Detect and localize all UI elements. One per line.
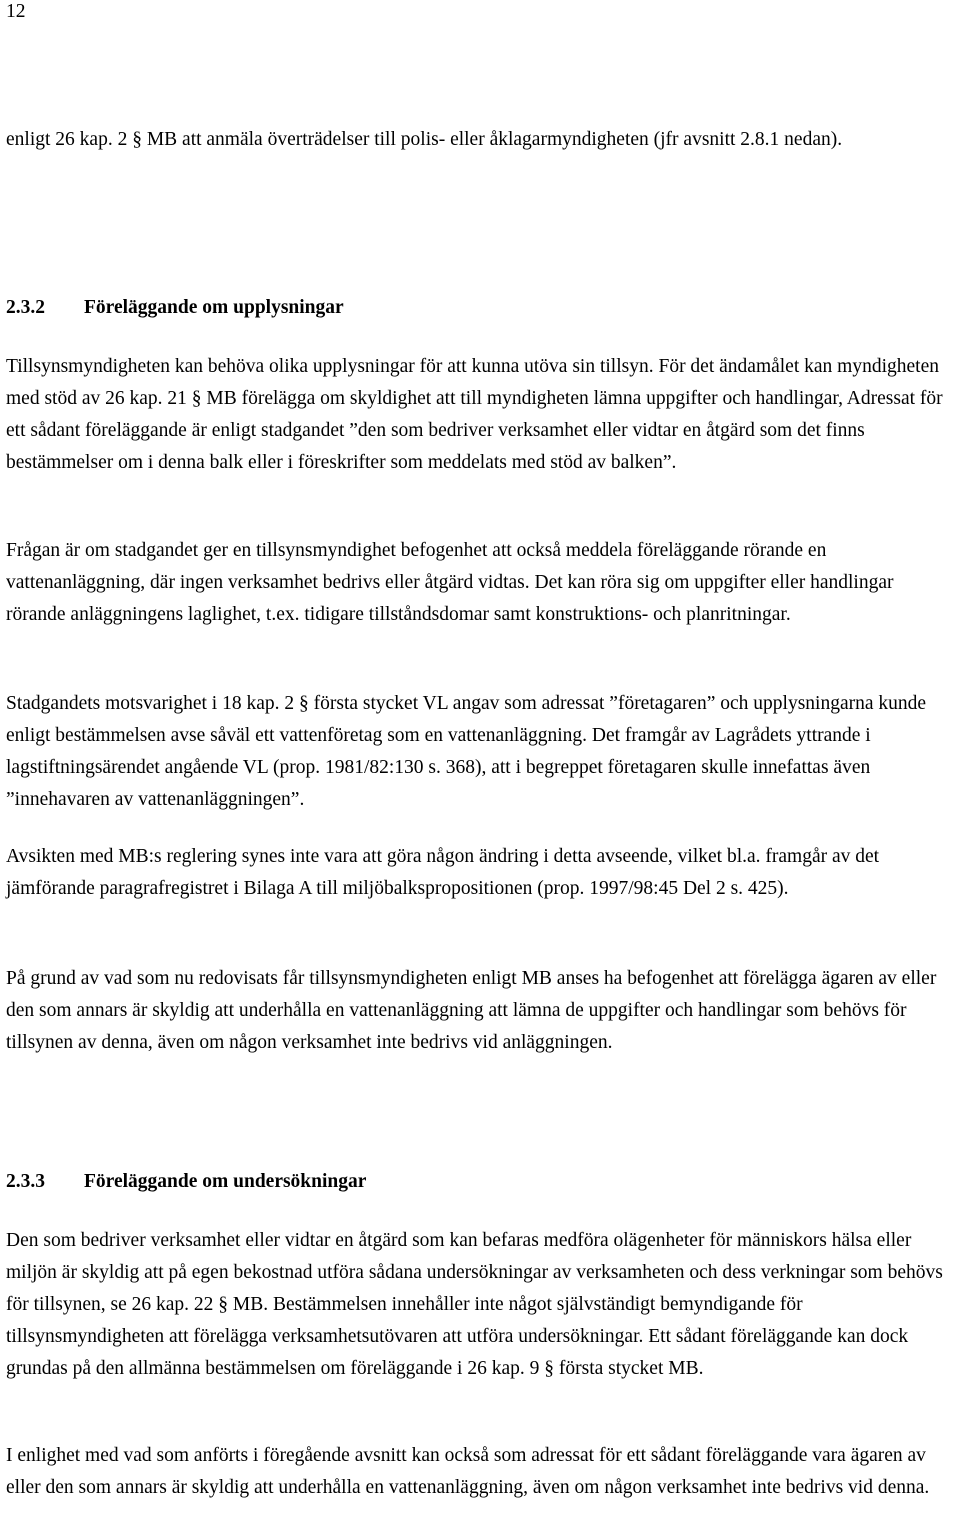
paragraph: Den som bedriver verksamhet eller vidtar en åtgärd som kan befaras medföra olägenheter för människors hälsa eller miljön är skyldig att på egen bekostnad utföra sådana undersökningar av verksamheten och dess verkningar som behövs för tillsynen, se 26 kap. 22 § MB. Bestämmelsen innehåller inte något självständigt bemyndigande för tillsynsmyndigheten att förelägga verksamhetsutövaren att utföra undersökningar. Ett sådant föreläggande kan dock grundas på den allmänna bestämmelsen om föreläggande i 26 kap. 9 § första stycket MB. (6, 1230, 943, 1379)
section-title: Föreläggande om undersökningar (84, 1171, 367, 1192)
section-number: 2.3.2 (6, 297, 45, 318)
paragraph: Tillsynsmyndigheten kan behöva olika upplysningar för att kunna utöva sin tillsyn. För det ändamålet kan myndigheten med stöd av 26 kap. 21 § MB förelägga om skyldighet att till myndigheten lämna uppgifter och handlingar, Adressat för ett sådant föreläggande är enligt stadgandet ”den som bedriver verksamhet eller vidtar en åtgärd som det finns bestämmelser om i denna balk eller i föreskrifter som meddelats med stöd av balken”. (6, 356, 943, 473)
paragraph: I enlighet med vad som anförts i föregående avsnitt kan också som adressat för ett sådant föreläggande vara ägaren av eller den som annars är skyldig att underhålla en vattenanläggning, även om någon verksamhet inte bedrivs vid denna. (6, 1445, 930, 1498)
page-number: 12 (6, 1, 26, 22)
paragraph: enligt 26 kap. 2 § MB att anmäla överträdelser till polis- eller åklagarmyndigheten (jfr avsnitt 2.8.1 nedan). (6, 129, 843, 150)
section-title: Föreläggande om upplysningar (84, 297, 344, 318)
paragraph: På grund av vad som nu redovisats får tillsynsmyndigheten enligt MB anses ha befogenhet att förelägga ägaren av eller den som annars är skyldig att underhålla en vattenanläggning att lämna de uppgifter och handlingar som behövs för tillsynen av denna, även om någon verksamhet inte bedrivs vid anläggningen. (6, 968, 937, 1053)
paragraph: Frågan är om stadgandet ger en tillsynsmyndighet befogenhet att också meddela föreläggande rörande en vattenanläggning, där ingen verksamhet bedrivs eller åtgärd vidtas. Det kan röra sig om uppgifter eller handlingar rörande anläggningens laglighet, t.ex. tidigare tillståndsdomar samt konstruktions- och planritningar. (6, 540, 894, 625)
paragraph: Avsikten med MB:s reglering synes inte vara att göra någon ändring i detta avseende, vilket bl.a. framgår av det jämförande paragrafregistret i Bilaga A till miljöbalkspropositionen (prop. 1997/98:45 Del 2 s. 425). (6, 846, 880, 899)
paragraph: Stadgandets motsvarighet i 18 kap. 2 § första stycket VL angav som adressat ”företagaren” och upplysningarna kunde enligt bestämmelsen avse såväl ett vattenföretag som en vattenanläggning. Det framgår av Lagrådets yttrande i lagstiftningsärendet angående VL (prop. 1981/82:130 s. 368), att i begreppet företagaren skulle innefattas även ”innehavaren av vattenanläggningen”. (6, 693, 927, 810)
section-number: 2.3.3 (6, 1171, 45, 1192)
section-heading (6, 1166, 954, 1198)
section-heading (6, 292, 954, 324)
